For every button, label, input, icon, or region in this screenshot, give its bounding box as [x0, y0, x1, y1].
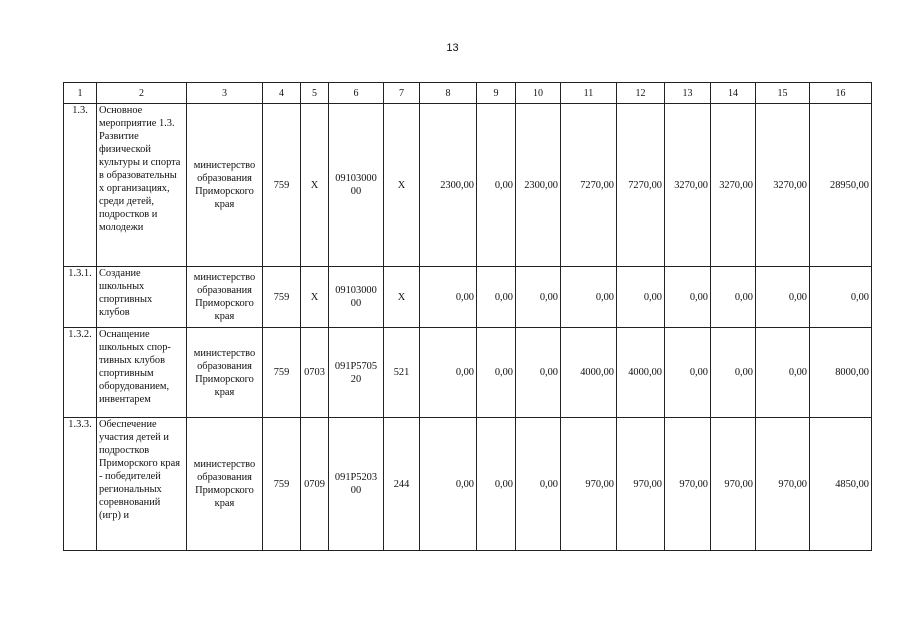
row-department: министерство образования Приморского края — [187, 418, 263, 551]
cell-12: 0,00 — [617, 267, 665, 328]
row-name: Основное мероприятие 1.3. Развитие физической культуры и спорта в образовательны х организациях, среди детей, подростков и молодежи — [97, 104, 187, 267]
column-header: 1 — [64, 83, 97, 104]
column-header: 8 — [420, 83, 477, 104]
row-name: Обеспечение участия детей и подростков Приморского края - победителей региональных соревнований (игр) и — [97, 418, 187, 551]
cell-10: 0,00 — [516, 267, 561, 328]
cell-12: 4000,00 — [617, 328, 665, 418]
cell-14: 970,00 — [711, 418, 756, 551]
row-index: 1.3. — [64, 104, 97, 267]
column-header: 16 — [810, 83, 872, 104]
cell-11: 970,00 — [561, 418, 617, 551]
cell-13: 0,00 — [665, 267, 711, 328]
cell-4: 759 — [263, 104, 301, 267]
column-header: 11 — [561, 83, 617, 104]
cell-11: 7270,00 — [561, 104, 617, 267]
cell-14: 0,00 — [711, 328, 756, 418]
cell-9: 0,00 — [477, 104, 516, 267]
row-department: министерство образования Приморского края — [187, 267, 263, 328]
cell-4: 759 — [263, 328, 301, 418]
cell-7: X — [384, 104, 420, 267]
cell-5: 0703 — [301, 328, 329, 418]
cell-8: 0,00 — [420, 267, 477, 328]
page-number: 13 — [446, 42, 459, 54]
table-row — [64, 328, 872, 418]
table-row — [64, 267, 872, 328]
cell-15: 3270,00 — [756, 104, 810, 267]
cell-10: 0,00 — [516, 328, 561, 418]
cell-5: X — [301, 267, 329, 328]
cell-9: 0,00 — [477, 418, 516, 551]
table-row — [64, 104, 872, 267]
header-row — [64, 83, 872, 104]
cell-13: 970,00 — [665, 418, 711, 551]
cell-12: 970,00 — [617, 418, 665, 551]
column-header: 15 — [756, 83, 810, 104]
cell-4: 759 — [263, 418, 301, 551]
cell-14: 0,00 — [711, 267, 756, 328]
cell-10: 2300,00 — [516, 104, 561, 267]
column-header: 4 — [263, 83, 301, 104]
cell-16: 8000,00 — [810, 328, 872, 418]
cell-6: 09103000 00 — [329, 104, 384, 267]
column-header: 3 — [187, 83, 263, 104]
row-department: министерство образования Приморского края — [187, 328, 263, 418]
cell-5: X — [301, 104, 329, 267]
column-header: 14 — [711, 83, 756, 104]
cell-7: 521 — [384, 328, 420, 418]
cell-13: 0,00 — [665, 328, 711, 418]
cell-7: 244 — [384, 418, 420, 551]
cell-6: 09103000 00 — [329, 267, 384, 328]
cell-9: 0,00 — [477, 267, 516, 328]
row-index: 1.3.3. — [64, 418, 97, 551]
column-header: 9 — [477, 83, 516, 104]
cell-15: 0,00 — [756, 267, 810, 328]
cell-12: 7270,00 — [617, 104, 665, 267]
column-header: 7 — [384, 83, 420, 104]
cell-9: 0,00 — [477, 328, 516, 418]
cell-16: 28950,00 — [810, 104, 872, 267]
column-header: 6 — [329, 83, 384, 104]
cell-8: 2300,00 — [420, 104, 477, 267]
cell-15: 0,00 — [756, 328, 810, 418]
row-index: 1.3.1. — [64, 267, 97, 328]
column-header: 10 — [516, 83, 561, 104]
cell-5: 0709 — [301, 418, 329, 551]
cell-13: 3270,00 — [665, 104, 711, 267]
column-header: 13 — [665, 83, 711, 104]
row-department: министерство образования Приморского края — [187, 104, 263, 267]
row-index: 1.3.2. — [64, 328, 97, 418]
column-header: 5 — [301, 83, 329, 104]
cell-15: 970,00 — [756, 418, 810, 551]
cell-4: 759 — [263, 267, 301, 328]
cell-10: 0,00 — [516, 418, 561, 551]
row-name: Создание школьных спортивных клубов — [97, 267, 187, 328]
cell-11: 0,00 — [561, 267, 617, 328]
cell-14: 3270,00 — [711, 104, 756, 267]
cell-7: X — [384, 267, 420, 328]
cell-6: 091Р5705 20 — [329, 328, 384, 418]
cell-8: 0,00 — [420, 328, 477, 418]
cell-8: 0,00 — [420, 418, 477, 551]
row-name: Оснащение школьных спор- тивных клубов спортивным оборудованием, инвентарем — [97, 328, 187, 418]
cell-11: 4000,00 — [561, 328, 617, 418]
column-header: 2 — [97, 83, 187, 104]
cell-16: 4850,00 — [810, 418, 872, 551]
cell-6: 091Р5203 00 — [329, 418, 384, 551]
column-header: 12 — [617, 83, 665, 104]
cell-16: 0,00 — [810, 267, 872, 328]
table-row — [64, 418, 872, 551]
budget-table — [63, 82, 872, 551]
